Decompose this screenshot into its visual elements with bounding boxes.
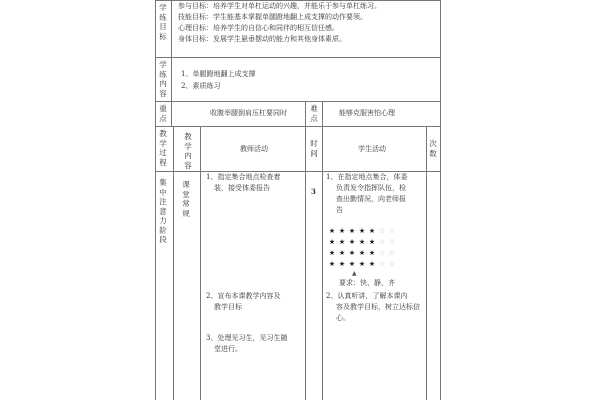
teacher-position-icon: ▲ bbox=[352, 270, 357, 277]
student-star-icon: ★ bbox=[368, 238, 376, 246]
row-content-label: 课堂常规 bbox=[182, 180, 190, 218]
student-outline-star-icon: ☆ bbox=[378, 249, 386, 257]
content-line: 2、素质练习 bbox=[181, 82, 221, 90]
student-star-icon: ★ bbox=[338, 227, 346, 235]
student-outline-star-icon: ☆ bbox=[378, 227, 386, 235]
border-left bbox=[155, 0, 156, 400]
teacher-step-1: 1、指定集合地点检查着 bbox=[206, 173, 281, 181]
divider-content-col bbox=[200, 126, 201, 400]
student-star-icon: ★ bbox=[348, 260, 356, 268]
header-student: 学生活动 bbox=[358, 145, 386, 153]
teacher-step-1: 装，接受体委报告 bbox=[214, 184, 270, 192]
student-step-2: 容及教学目标，树立达标信 bbox=[336, 303, 420, 311]
student-step-1: 1、在指定地点集合，体委 bbox=[326, 173, 408, 181]
header-content: 教学内容 bbox=[184, 132, 192, 170]
student-step-1: 告 bbox=[336, 206, 343, 214]
student-outline-star-icon: ☆ bbox=[388, 249, 396, 257]
header-count: 次数 bbox=[429, 139, 437, 158]
focus-text: 收腹举腿倒肩压杠要同时 bbox=[210, 109, 287, 117]
student-outline-star-icon: ☆ bbox=[388, 227, 396, 235]
content-line: 1、单腿蹬地翻上成支撑 bbox=[181, 70, 256, 78]
student-outline-star-icon: ☆ bbox=[378, 260, 386, 268]
student-star-icon: ★ bbox=[348, 227, 356, 235]
border-right bbox=[440, 0, 441, 400]
goals-label: 学练目标 bbox=[159, 3, 167, 41]
student-star-icon: ★ bbox=[328, 238, 336, 246]
time-value: 3 bbox=[311, 187, 316, 196]
goal-line: 心理目标：培养学生的自信心和同伴的相互信任感。 bbox=[178, 24, 339, 32]
focus-label: 重点 bbox=[159, 104, 167, 123]
content-label: 学练内容 bbox=[159, 60, 167, 98]
difficulty-label: 难点 bbox=[310, 104, 318, 123]
header-teacher: 教师活动 bbox=[240, 145, 268, 153]
teacher-step-2: 教学目标 bbox=[214, 303, 242, 311]
header-process: 教学过程 bbox=[159, 129, 167, 167]
teacher-step-2: 2、宣布本课教学内容及 bbox=[206, 292, 281, 300]
student-star-icon: ★ bbox=[368, 227, 376, 235]
divider-count-col bbox=[426, 126, 427, 400]
student-step-2: 心。 bbox=[336, 314, 350, 322]
student-outline-star-icon: ☆ bbox=[388, 238, 396, 246]
divider-phase-col bbox=[173, 126, 174, 400]
divider-after-content bbox=[155, 101, 440, 102]
goal-line: 技能目标：学生能基本掌握单腿蹬地翻上成支撑的动作要领。 bbox=[178, 13, 367, 21]
student-star-icon: ★ bbox=[358, 260, 366, 268]
student-star-icon: ★ bbox=[338, 260, 346, 268]
divider-label-col bbox=[171, 0, 172, 126]
divider-time-left bbox=[305, 101, 306, 400]
divider-after-goals bbox=[155, 57, 440, 58]
student-star-icon: ★ bbox=[358, 249, 366, 257]
student-star-icon: ★ bbox=[358, 238, 366, 246]
teacher-step-3: 3、处理见习生，见习生随 bbox=[206, 334, 288, 342]
difficulty-text: 能够克服害怕心理 bbox=[339, 109, 395, 117]
student-star-icon: ★ bbox=[358, 227, 366, 235]
student-star-icon: ★ bbox=[338, 249, 346, 257]
student-star-icon: ★ bbox=[368, 260, 376, 268]
student-step-2: 2、认真听讲，了解本课内 bbox=[326, 292, 408, 300]
header-time: 时间 bbox=[310, 139, 318, 158]
student-star-icon: ★ bbox=[368, 249, 376, 257]
student-outline-star-icon: ☆ bbox=[378, 238, 386, 246]
student-star-icon: ★ bbox=[328, 260, 336, 268]
teacher-step-3: 堂进行。 bbox=[214, 345, 242, 353]
divider-time-right bbox=[322, 101, 323, 400]
divider-after-focus bbox=[155, 126, 440, 127]
student-star-icon: ★ bbox=[338, 238, 346, 246]
phase-label: 集中注意力阶段 bbox=[159, 178, 167, 244]
student-star-icon: ★ bbox=[328, 227, 336, 235]
student-outline-star-icon: ☆ bbox=[388, 260, 396, 268]
goal-line: 参与目标：培养学生对单杠运动的兴趣，并能乐于参与单杠练习。 bbox=[178, 2, 381, 10]
formation-requirement: 要求：快、静、齐 bbox=[339, 279, 395, 287]
student-step-1: 负责发令指挥队伍，检 bbox=[336, 184, 406, 192]
student-star-icon: ★ bbox=[348, 238, 356, 246]
goal-line: 身体目标：发展学生悬垂摆动的能力和其他身体素质。 bbox=[178, 35, 346, 43]
student-step-1: 查出勤情况，向老师报 bbox=[336, 195, 406, 203]
student-star-icon: ★ bbox=[348, 249, 356, 257]
student-star-icon: ★ bbox=[328, 249, 336, 257]
